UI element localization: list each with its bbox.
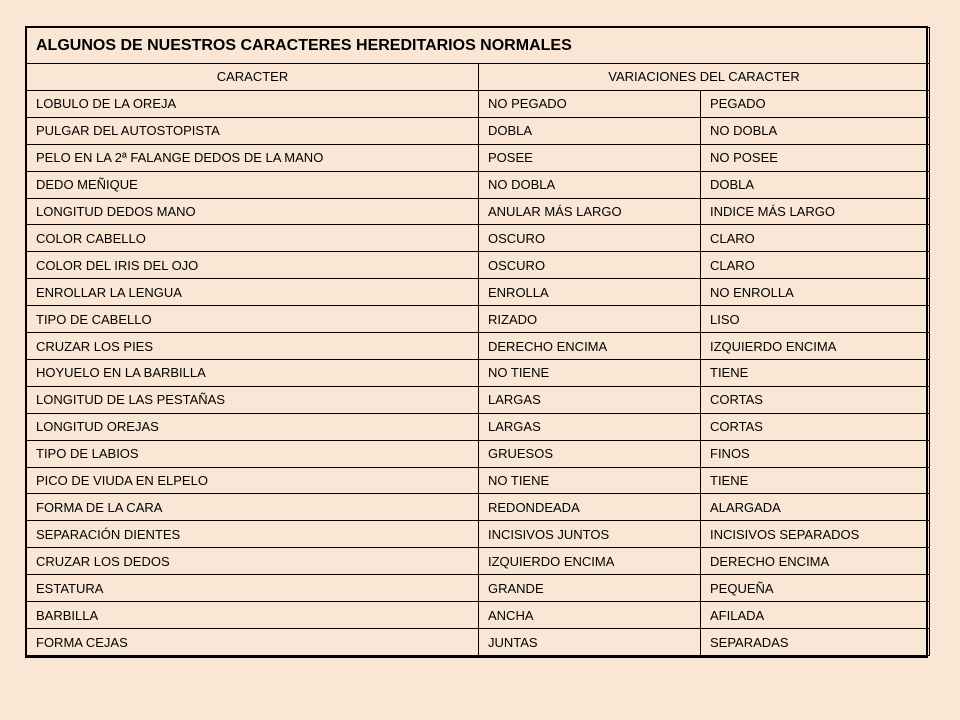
trait-name-cell: LONGITUD DEDOS MANO (27, 198, 479, 225)
variation-a-cell: NO PEGADO (479, 90, 701, 117)
variation-a-cell: LARGAS (479, 386, 701, 413)
variation-b-cell: PEGADO (701, 90, 930, 117)
variation-a-cell: ANCHA (479, 602, 701, 629)
variation-a-cell: IZQUIERDO ENCIMA (479, 548, 701, 575)
traits-table-container (25, 26, 928, 658)
variation-a-cell: ANULAR MÁS LARGO (479, 198, 701, 225)
variation-b-cell: FINOS (701, 440, 930, 467)
variation-b-cell: NO POSEE (701, 144, 930, 171)
table-row (27, 386, 930, 413)
variation-b-cell: DERECHO ENCIMA (701, 548, 930, 575)
variation-b-cell: AFILADA (701, 602, 930, 629)
table-row (27, 306, 930, 333)
traits-table (26, 27, 930, 656)
header-row (27, 64, 930, 91)
variation-b-cell: CORTAS (701, 413, 930, 440)
trait-name-cell: SEPARACIÓN DIENTES (27, 521, 479, 548)
table-row (27, 359, 930, 386)
table-title: ALGUNOS DE NUESTROS CARACTERES HEREDITARIOS NORMALES (27, 28, 930, 64)
table-row (27, 279, 930, 306)
trait-name-cell: BARBILLA (27, 602, 479, 629)
variation-b-cell: IZQUIERDO ENCIMA (701, 333, 930, 360)
variation-b-cell: PEQUEÑA (701, 575, 930, 602)
variation-a-cell: NO DOBLA (479, 171, 701, 198)
variation-b-cell: SEPARADAS (701, 629, 930, 656)
variation-a-cell: JUNTAS (479, 629, 701, 656)
trait-name-cell: CRUZAR LOS DEDOS (27, 548, 479, 575)
trait-name-cell: CRUZAR LOS PIES (27, 333, 479, 360)
header-caracter: CARACTER (27, 64, 479, 91)
variation-b-cell: TIENE (701, 467, 930, 494)
title-row (27, 28, 930, 64)
variation-a-cell: REDONDEADA (479, 494, 701, 521)
table-row (27, 171, 930, 198)
variation-a-cell: GRANDE (479, 575, 701, 602)
variation-b-cell: NO ENROLLA (701, 279, 930, 306)
table-row (27, 467, 930, 494)
trait-name-cell: LONGITUD DE LAS PESTAÑAS (27, 386, 479, 413)
trait-name-cell: FORMA CEJAS (27, 629, 479, 656)
table-row (27, 144, 930, 171)
variation-b-cell: ALARGADA (701, 494, 930, 521)
header-variaciones: VARIACIONES DEL CARACTER (479, 64, 930, 91)
table-row (27, 602, 930, 629)
trait-name-cell: TIPO DE CABELLO (27, 306, 479, 333)
variation-b-cell: CLARO (701, 225, 930, 252)
variation-a-cell: RIZADO (479, 306, 701, 333)
table-row (27, 494, 930, 521)
table-row (27, 575, 930, 602)
table-row (27, 548, 930, 575)
variation-a-cell: OSCURO (479, 252, 701, 279)
table-row (27, 117, 930, 144)
variation-a-cell: LARGAS (479, 413, 701, 440)
trait-name-cell: DEDO MEÑIQUE (27, 171, 479, 198)
table-row (27, 413, 930, 440)
table-row (27, 440, 930, 467)
variation-a-cell: DERECHO ENCIMA (479, 333, 701, 360)
trait-name-cell: PICO DE VIUDA EN ELPELO (27, 467, 479, 494)
variation-a-cell: NO TIENE (479, 359, 701, 386)
trait-name-cell: LONGITUD OREJAS (27, 413, 479, 440)
table-body (27, 90, 930, 655)
table-row (27, 333, 930, 360)
trait-name-cell: TIPO DE LABIOS (27, 440, 479, 467)
trait-name-cell: HOYUELO EN LA BARBILLA (27, 359, 479, 386)
variation-b-cell: NO DOBLA (701, 117, 930, 144)
variation-a-cell: INCISIVOS JUNTOS (479, 521, 701, 548)
variation-a-cell: GRUESOS (479, 440, 701, 467)
trait-name-cell: COLOR CABELLO (27, 225, 479, 252)
trait-name-cell: ESTATURA (27, 575, 479, 602)
variation-b-cell: LISO (701, 306, 930, 333)
variation-a-cell: NO TIENE (479, 467, 701, 494)
variation-b-cell: TIENE (701, 359, 930, 386)
variation-a-cell: OSCURO (479, 225, 701, 252)
variation-a-cell: ENROLLA (479, 279, 701, 306)
variation-b-cell: DOBLA (701, 171, 930, 198)
variation-b-cell: CLARO (701, 252, 930, 279)
variation-b-cell: INCISIVOS SEPARADOS (701, 521, 930, 548)
trait-name-cell: PULGAR DEL AUTOSTOPISTA (27, 117, 479, 144)
trait-name-cell: PELO EN LA 2ª FALANGE DEDOS DE LA MANO (27, 144, 479, 171)
table-row (27, 198, 930, 225)
variation-a-cell: POSEE (479, 144, 701, 171)
table-row (27, 252, 930, 279)
variation-b-cell: INDICE MÁS LARGO (701, 198, 930, 225)
table-row (27, 629, 930, 656)
table-row (27, 90, 930, 117)
trait-name-cell: LOBULO DE LA OREJA (27, 90, 479, 117)
trait-name-cell: ENROLLAR LA LENGUA (27, 279, 479, 306)
variation-b-cell: CORTAS (701, 386, 930, 413)
variation-a-cell: DOBLA (479, 117, 701, 144)
trait-name-cell: FORMA DE LA CARA (27, 494, 479, 521)
trait-name-cell: COLOR DEL IRIS DEL OJO (27, 252, 479, 279)
table-row (27, 225, 930, 252)
table-row (27, 521, 930, 548)
